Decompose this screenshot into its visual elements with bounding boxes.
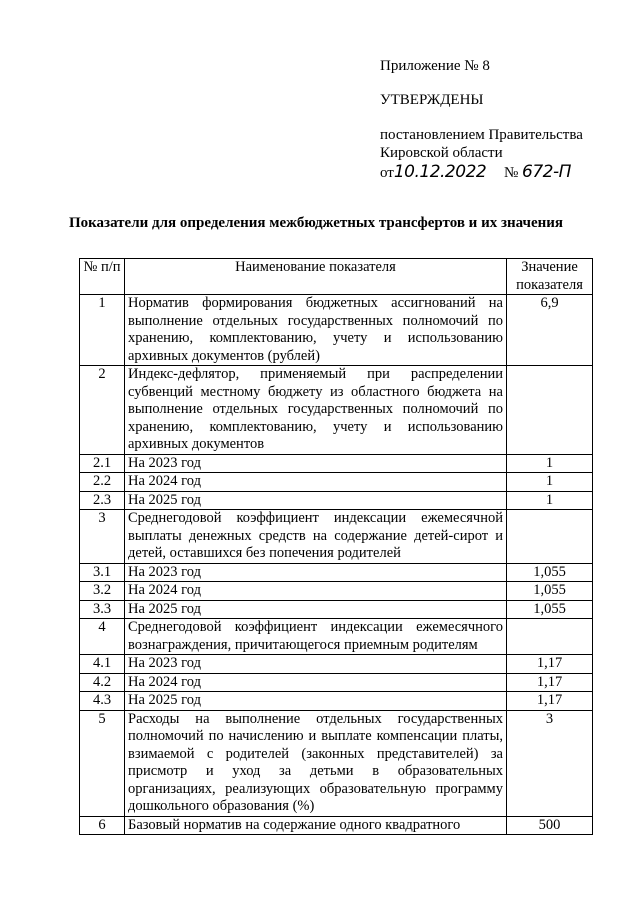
row-value: 1,055 [507,582,593,601]
row-value: 6,9 [507,295,593,366]
handwritten-number: 672-П [522,162,571,182]
row-value [507,510,593,564]
row-number: 2.2 [80,473,125,492]
row-number: 4 [80,619,125,655]
row-name: Базовый норматив на содержание одного квадратного [125,816,507,835]
indicators-table [79,258,593,835]
row-name: На 2023 год [125,454,507,473]
header-num: № п/п [80,259,125,295]
table-row [80,295,593,366]
row-name: Расходы на выполнение отдельных государственных полномочий по начислению и выплате компенсации платы, взимаемой с родителей (законных представителей) за присмотр и уход за детьми в образовательных организациях, реализующих образовательную программу дошкольного образования (%) [125,710,507,816]
row-number: 2 [80,366,125,455]
table-row [80,600,593,619]
row-name: На 2024 год [125,582,507,601]
number-prefix: № [503,165,519,181]
row-number: 3.1 [80,563,125,582]
row-name: Среднегодовой коэффициент индексации ежемесячной выплаты денежных средств на содержание детей-сирот и детей, оставшихся без попечения родителей [125,510,507,564]
table-row [80,655,593,674]
row-value: 500 [507,816,593,835]
decree-line-2: Кировской области [380,145,503,161]
row-value: 3 [507,710,593,816]
table-row [80,491,593,510]
decree-line-1: постановлением Правительства [380,127,583,143]
row-value: 1 [507,491,593,510]
header-name: Наименование показателя [125,259,507,295]
table-row [80,619,593,655]
row-name: На 2024 год [125,473,507,492]
row-number: 2.3 [80,491,125,510]
table-row [80,510,593,564]
approved-label: УТВЕРЖДЕНЫ [380,92,484,108]
row-value: 1 [507,473,593,492]
row-value: 1,055 [507,600,593,619]
row-number: 1 [80,295,125,366]
row-name: На 2025 год [125,692,507,711]
table-row [80,692,593,711]
table-row [80,816,593,835]
row-value: 1,17 [507,692,593,711]
row-number: 3 [80,510,125,564]
row-number: 4.1 [80,655,125,674]
row-name: Норматив формирования бюджетных ассигнований на выполнение отдельных государственных полномочий по хранению, комплектованию, учету и использованию архивных документов (рублей) [125,295,507,366]
table-row [80,673,593,692]
row-name: На 2024 год [125,673,507,692]
table-row [80,473,593,492]
row-name: На 2023 год [125,655,507,674]
row-name: На 2023 год [125,563,507,582]
row-name: Среднегодовой коэффициент индексации ежемесячного вознаграждения, причитающегося приемным родителям [125,619,507,655]
row-number: 3.3 [80,600,125,619]
table-row [80,454,593,473]
row-value: 1,17 [507,673,593,692]
row-value: 1 [507,454,593,473]
table-row [80,563,593,582]
handwritten-date: 10.12.2022 [393,162,487,182]
row-value [507,366,593,455]
table-row [80,710,593,816]
row-name: На 2025 год [125,491,507,510]
row-value: 1,055 [507,563,593,582]
appendix-label: Приложение № 8 [380,58,490,74]
row-number: 4.2 [80,673,125,692]
table-row [80,366,593,455]
row-name: На 2025 год [125,600,507,619]
document-title: Показатели для определения межбюджетных трансфертов и их значения [68,215,564,231]
header-value: Значение показателя [507,259,593,295]
row-number: 5 [80,710,125,816]
row-number: 6 [80,816,125,835]
row-value [507,619,593,655]
row-value: 1,17 [507,655,593,674]
date-prefix: от [380,165,394,181]
row-name: Индекс-дефлятор, применяемый при распределении субвенций местному бюджету из областного бюджета на выполнение отдельных государственных полномочий по хранению, комплектованию, учету и использованию архивных документов [125,366,507,455]
table-row [80,582,593,601]
row-number: 2.1 [80,454,125,473]
row-number: 3.2 [80,582,125,601]
date-number-line [380,162,571,182]
row-number: 4.3 [80,692,125,711]
table-header-row [80,259,593,295]
